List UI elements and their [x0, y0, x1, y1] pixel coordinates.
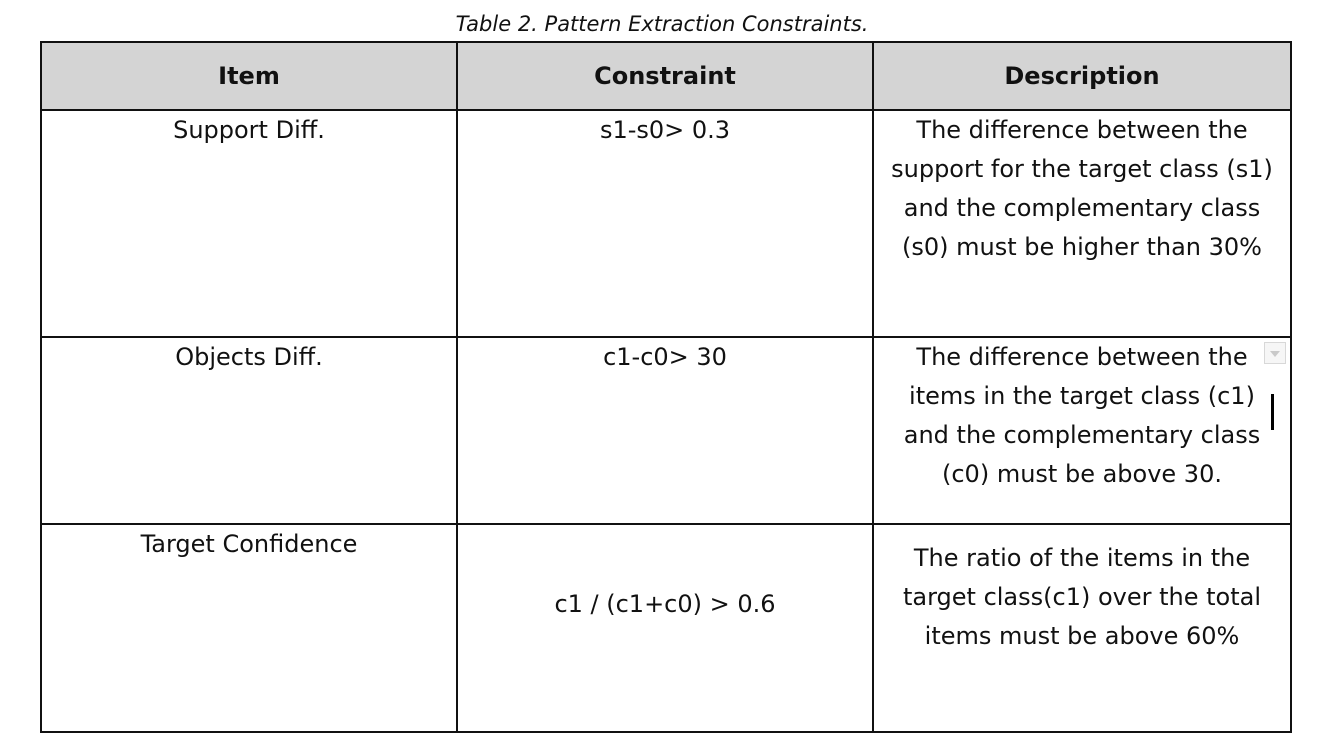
- table-header-row: [41, 42, 1291, 110]
- header-item: Item: [41, 42, 457, 110]
- cell-constraint: c1-c0> 30: [457, 337, 873, 524]
- cell-description[interactable]: The difference between the support for the target class (s1) and the complementary class (s0) must be higher than 30%: [873, 110, 1291, 337]
- cell-item: Support Diff.: [41, 110, 457, 337]
- dropdown-arrow-icon[interactable]: [1264, 342, 1286, 364]
- cell-item: Objects Diff.: [41, 337, 457, 524]
- table-caption: Table 2. Pattern Extraction Constraints.: [455, 12, 869, 36]
- text-cursor: [1271, 394, 1274, 430]
- table-row: [41, 337, 1291, 524]
- cell-constraint: c1 / (c1+c0) > 0.6: [457, 524, 873, 732]
- constraints-table: [40, 41, 1292, 733]
- cell-constraint: s1-s0> 0.3: [457, 110, 873, 337]
- table-row: [41, 110, 1291, 337]
- cell-description-active[interactable]: [873, 337, 1291, 524]
- header-constraint: Constraint: [457, 42, 873, 110]
- cell-item: Target Confidence: [41, 524, 457, 732]
- cell-description[interactable]: The ratio of the items in the target class(c1) over the total items must be above 60%: [873, 524, 1291, 732]
- table-row: [41, 524, 1291, 732]
- header-description: Description: [873, 42, 1291, 110]
- cell-description-text: The difference between the items in the target class (c1) and the complementary class (c0) must be above 30.: [903, 343, 1261, 488]
